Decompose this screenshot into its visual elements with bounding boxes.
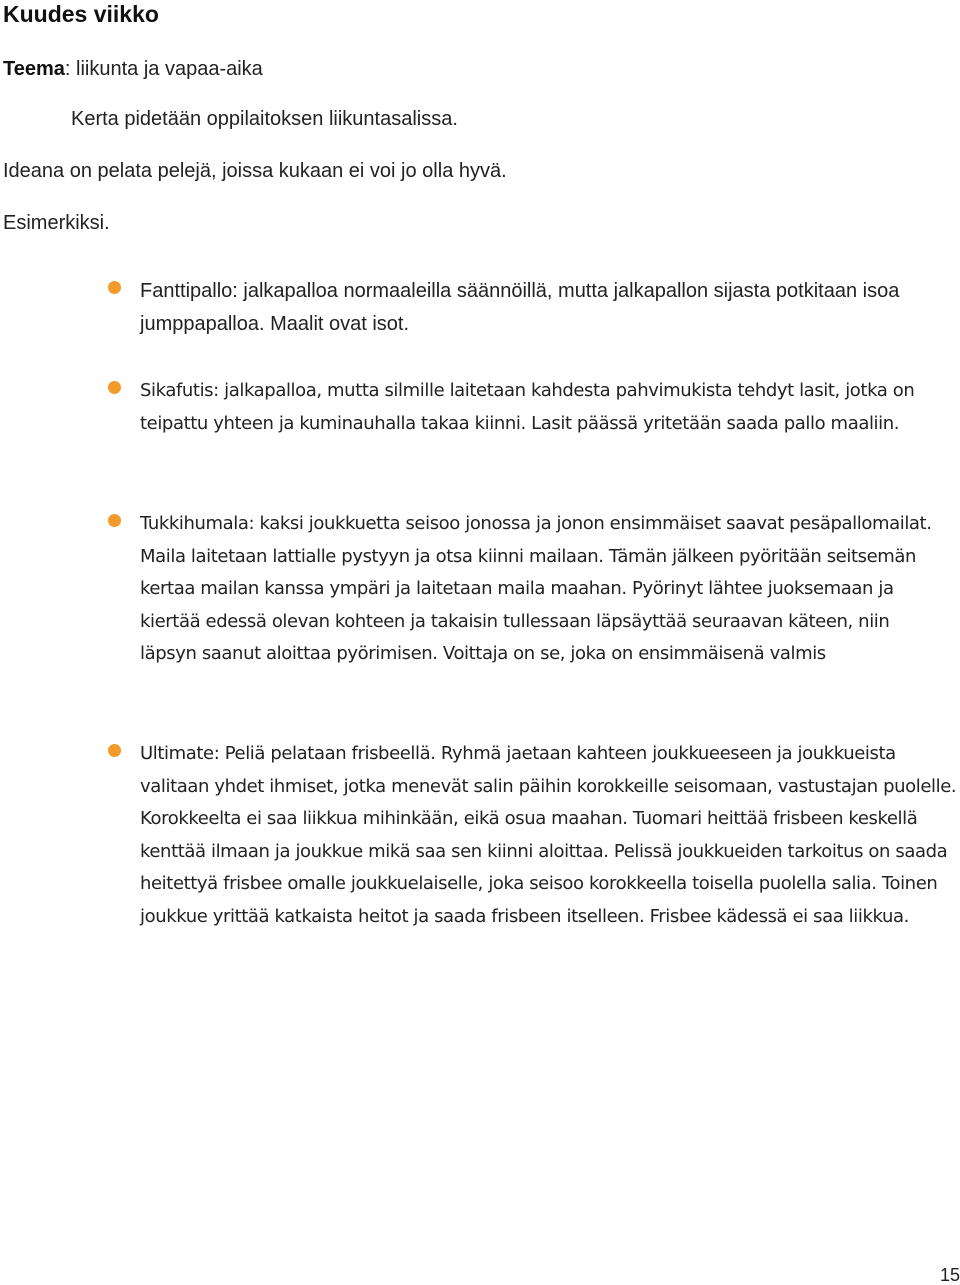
bullet-dot-icon: [108, 744, 121, 757]
intro-location: Kerta pidetään oppilaitoksen liikuntasalissa.: [71, 108, 458, 130]
bullet-dot-icon: [108, 381, 121, 394]
page-number: 15: [939, 1265, 960, 1285]
intro-idea: Ideana on pelata pelejä, joissa kukaan ei voi jo olla hyvä.: [3, 160, 507, 182]
intro-examples: Esimerkiksi.: [3, 212, 110, 234]
bullet-dot-icon: [108, 514, 121, 527]
page-title: Kuudes viikko: [3, 1, 159, 27]
bullet-dot-icon: [108, 281, 121, 294]
theme-separator: :: [64, 58, 71, 80]
list-item-text: Tukkihumala: kaksi joukkuetta seisoo jonossa ja jonon ensimmäiset saavat pesäpallomailat. Maila laitetaan lattialle pystyyn ja otsa kiinni mailaan. Tämän jälkeen pyöritään seitsemän kertaa mailan kanssa ympäri ja laitetaan maila maahan. Pyörinyt lähtee juoksemaan ja kiertää edessä olevan kohteen ja takaisin tullessaan läpsäyttää seuraavan käteen, niin läpsyn saanut aloittaa pyörimisen. Voittaja on se, joka on ensimmäisenä valmis: [140, 513, 932, 664]
theme-value: liikunta ja vapaa-aika: [70, 58, 263, 80]
list-item-text: Ultimate: Peliä pelataan frisbeellä. Ryhmä jaetaan kahteen joukkueeseen ja joukkueista valitaan yhdet ihmiset, jotka menevät salin päihin korokkeille seisomaan, vastustajan puolelle. Korokkeelta ei saa liikkua mihinkään, eikä osua maahan. Tuomari heittää frisbeen keskellä kenttää ilmaan ja joukkue mikä saa sen kiinni aloittaa. Pelissä joukkueiden tarkoitus on saada heitettyä frisbee omalle joukkuelaiselle, joka seisoo korokkeella toisella puolella salia. Toinen joukkue yrittää katkaista heitot ja saada frisbeen itselleen. Frisbee kädessä ei saa liikkua.: [140, 743, 957, 927]
list-item-text: Sikafutis: jalkapalloa, mutta silmille laitetaan kahdesta pahvimukista tehdyt lasit, jotka on teipattu yhteen ja kuminauhalla takaa kiinni. Lasit päässä yritetään saada pallo maaliin.: [140, 380, 915, 434]
theme-line: [3, 56, 263, 82]
theme-label: Teema: [3, 58, 65, 80]
list-item-text: Fanttipallo: jalkapalloa normaaleilla säännöillä, mutta jalkapallon sijasta potkitaan isoa jumppapalloa. Maalit ovat isot.: [140, 280, 900, 335]
